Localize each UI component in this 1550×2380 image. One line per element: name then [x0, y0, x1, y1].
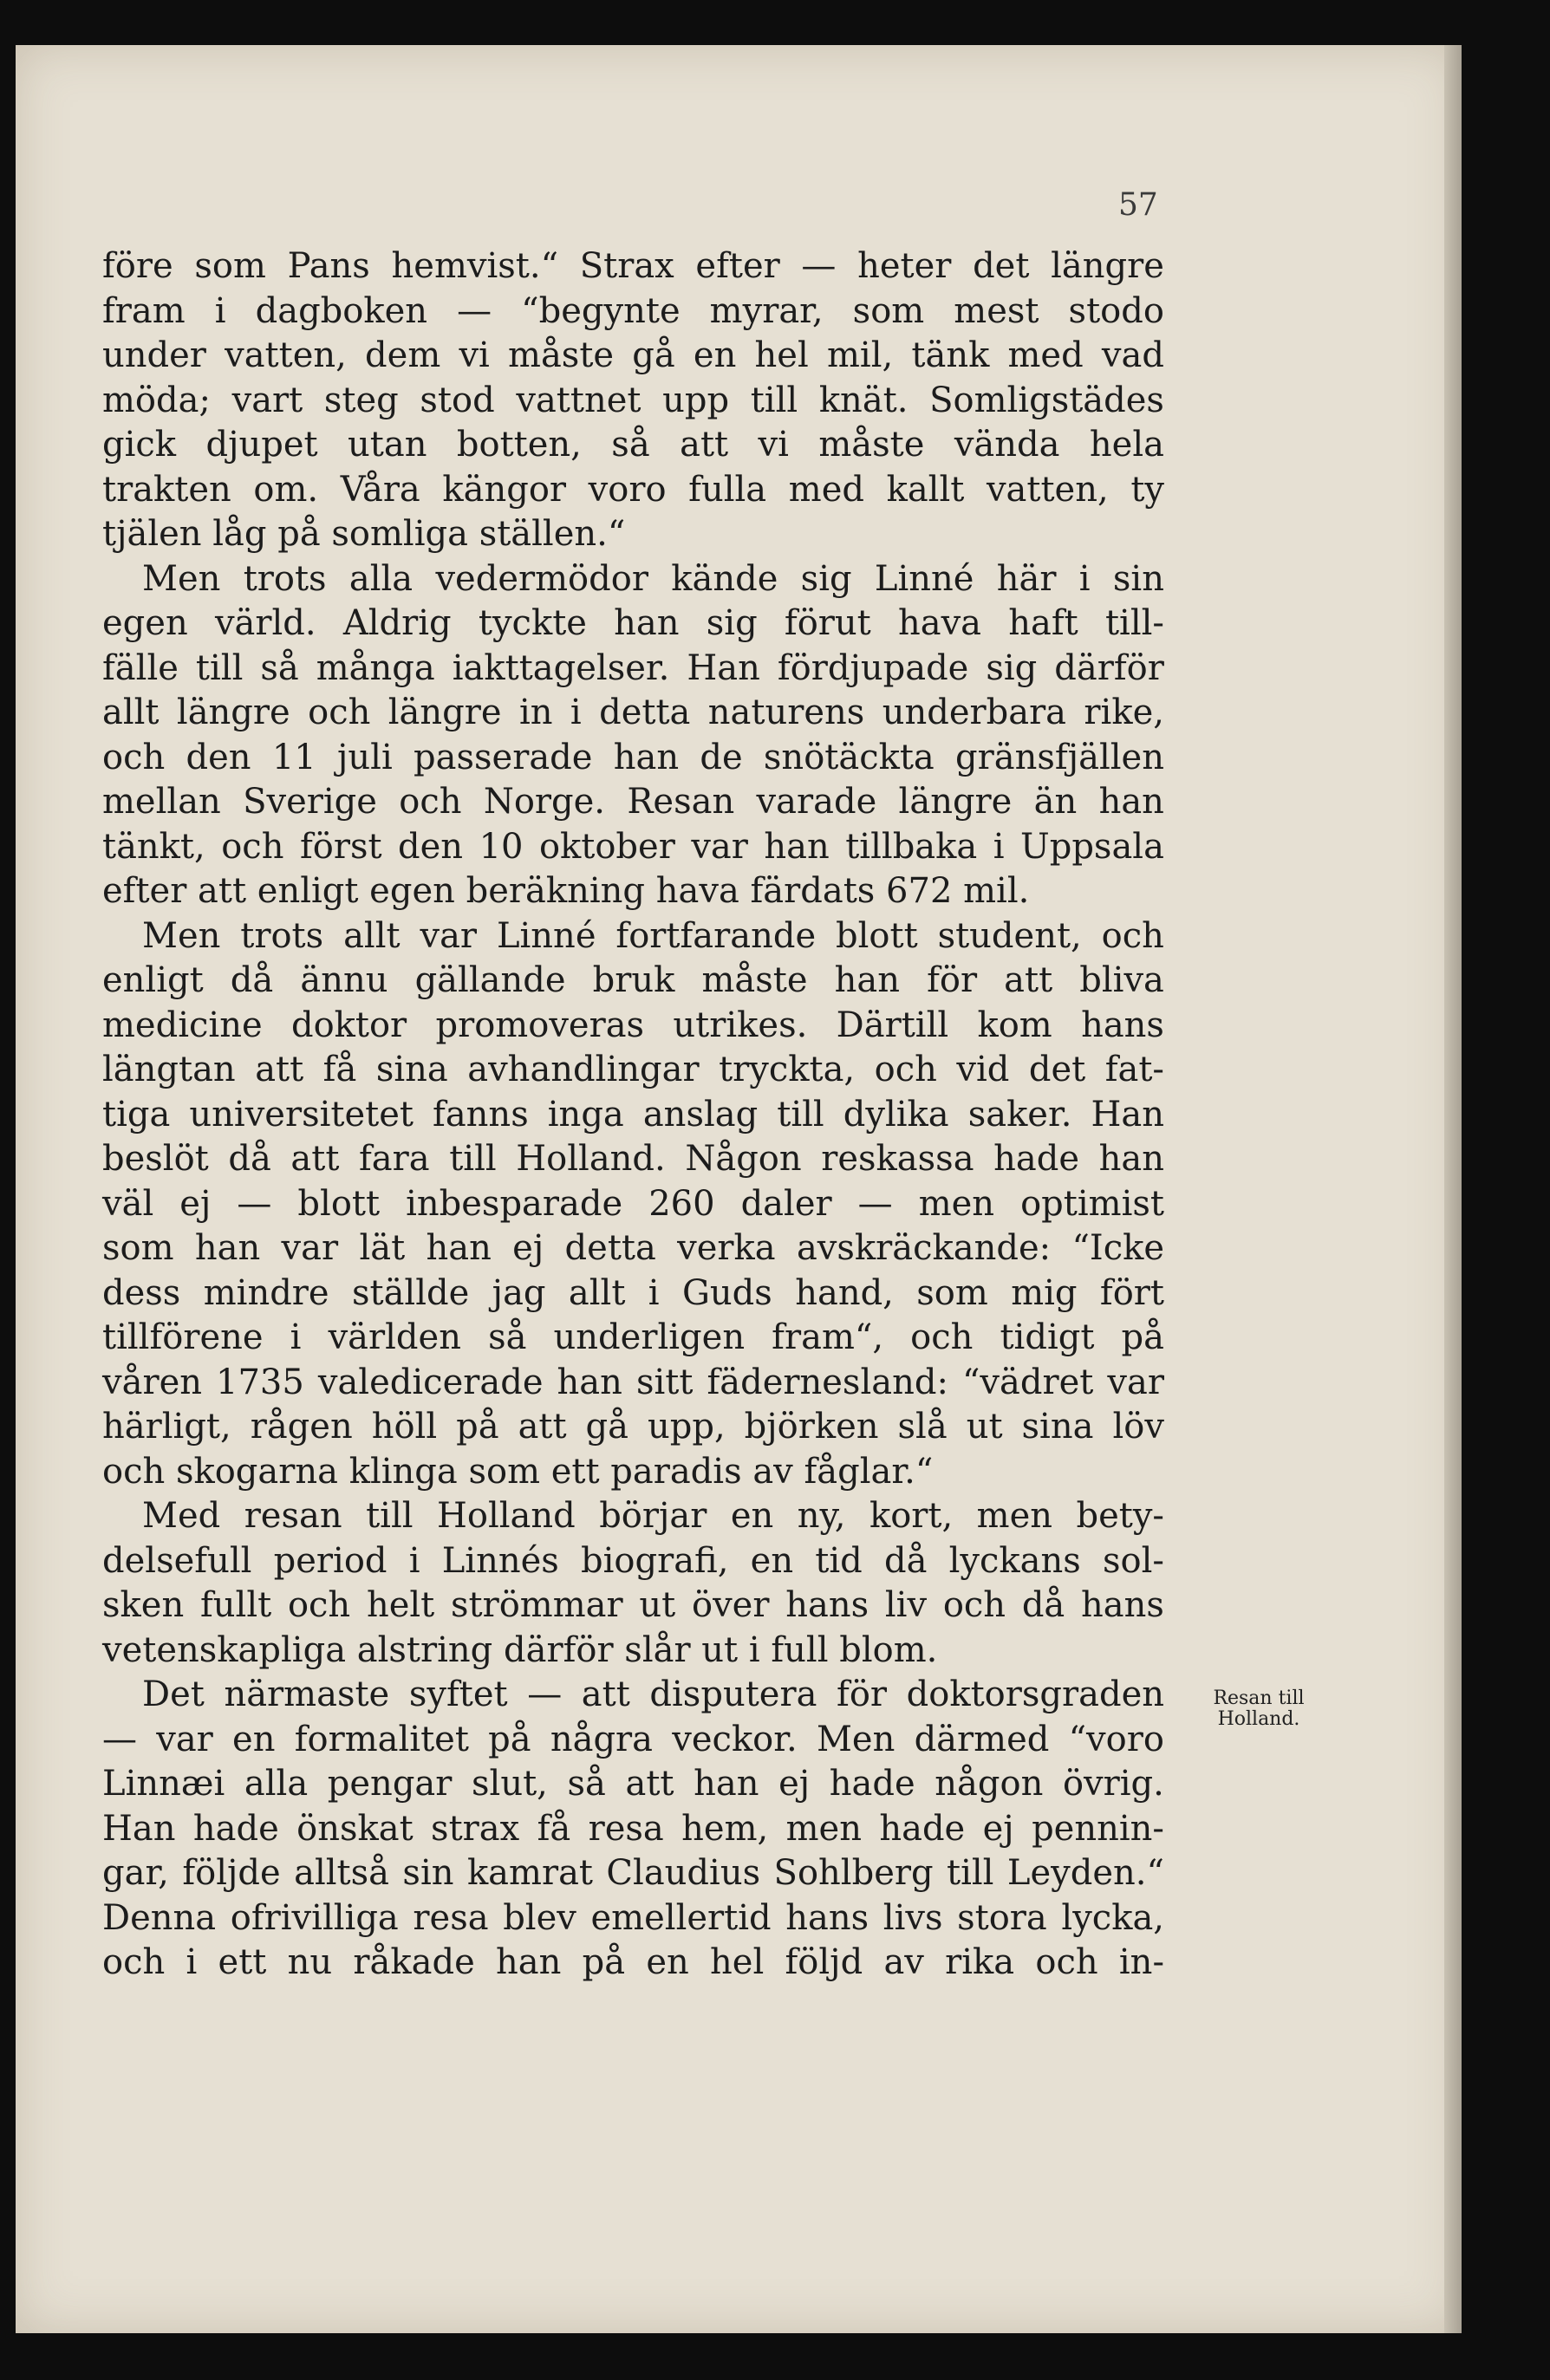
text-line: mellan Sverige och Norge. Resan varade längre än han	[102, 782, 1164, 822]
text-line: tjälen låg på somliga ställen.“	[102, 514, 626, 554]
text-line: före som Pans hemvist.“ Strax efter — heter det längre	[102, 246, 1164, 286]
page-edge	[1444, 45, 1462, 2333]
text-line: egen värld. Aldrig tyckte han sig förut hava haft till-	[102, 603, 1164, 643]
text-line: som han var lät han ej detta verka avskräckande: “Icke	[102, 1228, 1164, 1268]
text-line: under vatten, dem vi måste gå en hel mil, tänk med vad	[102, 335, 1164, 375]
text-line: dess mindre ställde jag allt i Guds hand, som mig fört	[102, 1272, 1164, 1313]
text-line: allt längre och längre in i detta naturens underbara rike,	[102, 693, 1164, 732]
text-line: våren 1735 valedicerade han sitt fädernesland: “vädret var	[102, 1362, 1164, 1402]
text-line: härligt, rågen höll på att gå upp, björken slå ut sina löv	[102, 1407, 1164, 1447]
text-line: och den 11 juli passerade han de snötäckta gränsfjällen	[102, 737, 1164, 777]
text-line: sken fullt och helt strömmar ut över hans liv och då hans	[102, 1585, 1164, 1625]
text-line: Med resan till Holland börjar en ny, kort, men bety-	[142, 1496, 1164, 1536]
text-line: enligt då ännu gällande bruk måste han för att bliva	[102, 960, 1164, 1000]
body-text	[102, 244, 1164, 1986]
text-line: delsefull period i Linnés biografi, en tid då lyckans sol-	[102, 1540, 1164, 1581]
text-line: och i ett nu råkade han på en hel följd av rika och in-	[102, 1942, 1164, 1982]
text-line: gick djupet utan botten, så att vi måste vända hela	[102, 425, 1164, 465]
text-line: beslöt då att fara till Holland. Någon reskassa hade han	[102, 1139, 1164, 1179]
text-line: tiga universitetet fanns inga anslag till dylika saker. Han	[102, 1094, 1164, 1135]
margin-note	[1172, 1688, 1345, 1730]
text-line: väl ej — blott inbesparade 260 daler — men optimist	[102, 1183, 1164, 1224]
text-line: trakten om. Våra kängor voro fulla med kallt vatten, ty	[102, 469, 1164, 510]
text-line: gar, följde alltså sin kamrat Claudius Sohlberg till Leyden.“	[102, 1853, 1164, 1893]
text-line: Men trots allt var Linné fortfarande blott student, och	[142, 915, 1164, 956]
text-line: Det närmaste syftet — att disputera för doktorsgraden	[142, 1674, 1164, 1714]
text-line: — var en formalitet på några veckor. Men därmed “voro	[102, 1719, 1164, 1759]
text-line: fälle till så många iakttagelser. Han fördjupade sig därför	[102, 647, 1164, 688]
page-number: 57	[1118, 187, 1158, 223]
text-line: vetenskapliga alstring därför slår ut i full blom.	[102, 1629, 938, 1670]
text-line: tänkt, och först den 10 oktober var han tillbaka i Uppsala	[102, 826, 1164, 867]
text-line: Han hade önskat strax få resa hem, men hade ej pennin-	[102, 1808, 1164, 1849]
text-line: och skogarna klinga som ett paradis av fåglar.“	[102, 1451, 934, 1492]
margin-note-line: Holland.	[1217, 1708, 1300, 1730]
text-line: längtan att få sina avhandlingar tryckta, och vid det fat-	[102, 1050, 1164, 1089]
text-line: Men trots alla vedermödor kände sig Linné här i sin	[142, 558, 1164, 599]
text-line: medicine doktor promoveras utrikes. Därtill kom hans	[102, 1005, 1164, 1045]
text-line: fram i dagboken — “begynte myrar, som mest stodo	[102, 290, 1164, 331]
text-line: möda; vart steg stod vattnet upp till knät. Somligstädes	[102, 380, 1164, 420]
text-line: Denna ofrivilliga resa blev emellertid hans livs stora lycka,	[102, 1897, 1164, 1938]
text-line: efter att enligt egen beräkning hava färdats 672 mil.	[102, 871, 1030, 911]
text-line: tillförene i världen så underligen fram“, och tidigt på	[102, 1317, 1164, 1357]
margin-note-line: Resan till	[1213, 1687, 1305, 1709]
text-line: Linnæi alla pengar slut, så att han ej hade någon övrig.	[102, 1764, 1164, 1804]
